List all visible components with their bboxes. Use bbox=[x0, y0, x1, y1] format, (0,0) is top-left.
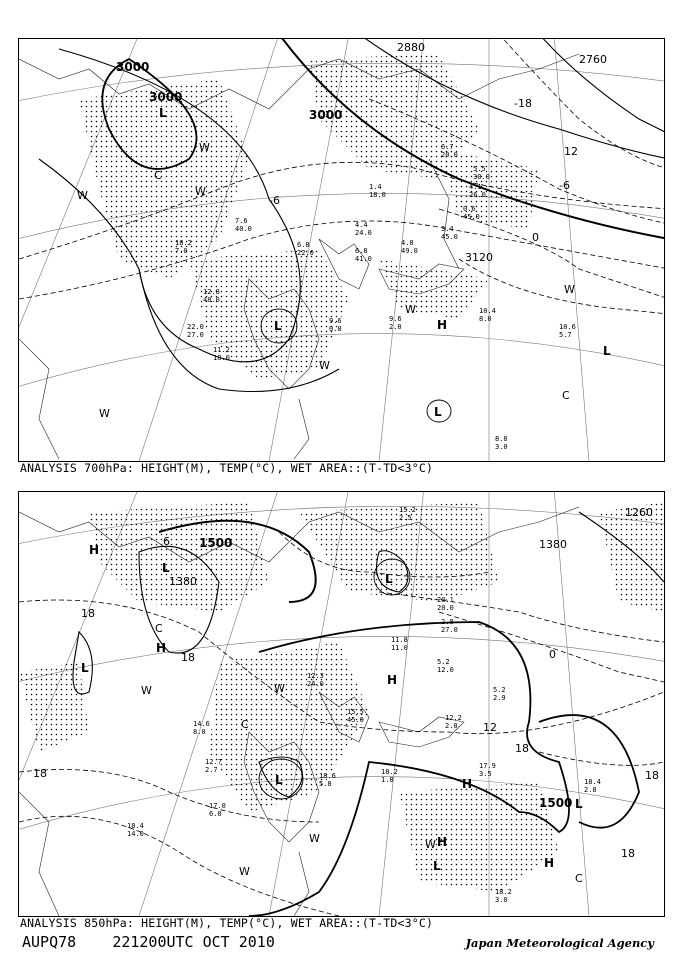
high-center: H bbox=[462, 777, 473, 791]
height-label: 2760 bbox=[579, 53, 607, 66]
svg-text:11.2: 11.2 bbox=[213, 346, 230, 354]
svg-text:2.7: 2.7 bbox=[205, 766, 218, 774]
station-report bbox=[213, 346, 230, 362]
height-label: 1380 bbox=[169, 575, 197, 588]
svg-text:18.4: 18.4 bbox=[127, 822, 144, 830]
height-label: 1500 bbox=[199, 536, 233, 550]
station-report bbox=[297, 241, 314, 257]
svg-text:2.5: 2.5 bbox=[399, 514, 412, 522]
svg-text:5.7: 5.7 bbox=[559, 331, 572, 339]
svg-text:12.0: 12.0 bbox=[437, 666, 454, 674]
station-report bbox=[559, 323, 576, 339]
low-center: L bbox=[575, 797, 583, 811]
high-center: H bbox=[89, 543, 100, 557]
station-report bbox=[389, 315, 402, 331]
svg-text:10.6: 10.6 bbox=[559, 323, 576, 331]
agency-name: Japan Meteorological Agency bbox=[465, 936, 654, 950]
low-center: L bbox=[275, 773, 283, 787]
temp-label: 18 bbox=[515, 742, 529, 755]
svg-text:18.0: 18.0 bbox=[369, 191, 386, 199]
warm-center: W bbox=[405, 303, 416, 316]
temp-label: 6 bbox=[163, 535, 170, 548]
cold-center: C bbox=[562, 389, 570, 402]
temp-label: -6 bbox=[269, 194, 280, 207]
high-center: H bbox=[387, 673, 398, 687]
svg-text:6.8: 6.8 bbox=[355, 247, 368, 255]
svg-text:2.8: 2.8 bbox=[441, 618, 454, 626]
warm-center: W bbox=[77, 189, 88, 202]
station-report bbox=[401, 239, 418, 255]
svg-text:24.0: 24.0 bbox=[355, 229, 372, 237]
svg-text:4.1: 4.1 bbox=[469, 183, 482, 191]
temp-label: -18 bbox=[514, 97, 532, 110]
height-label: 1260 bbox=[625, 506, 653, 519]
svg-text:45.0: 45.0 bbox=[347, 716, 364, 724]
svg-text:6.0: 6.0 bbox=[209, 810, 222, 818]
height-label: 3000 bbox=[149, 90, 183, 104]
temp-label: 0 bbox=[549, 648, 556, 661]
svg-text:5.2: 5.2 bbox=[493, 686, 506, 694]
svg-text:1.4: 1.4 bbox=[369, 183, 382, 191]
svg-text:8.0: 8.0 bbox=[193, 728, 206, 736]
svg-text:6.8: 6.8 bbox=[297, 241, 310, 249]
svg-text:9.6: 9.6 bbox=[389, 315, 402, 323]
warm-center: W bbox=[239, 865, 250, 878]
svg-text:40.0: 40.0 bbox=[235, 225, 252, 233]
high-center: H bbox=[544, 856, 555, 870]
svg-text:18.6: 18.6 bbox=[319, 772, 336, 780]
low-center: L bbox=[603, 344, 611, 358]
height-label: 1380 bbox=[539, 538, 567, 551]
station-report bbox=[381, 768, 398, 784]
chart-code: AUPQ78 bbox=[22, 933, 77, 951]
station-report bbox=[369, 183, 386, 199]
temp-label: 18 bbox=[645, 769, 659, 782]
svg-text:3.5: 3.5 bbox=[479, 770, 492, 778]
svg-text:27.0: 27.0 bbox=[187, 331, 204, 339]
station-report bbox=[391, 636, 408, 652]
height-label: 3000 bbox=[116, 60, 150, 74]
station-report bbox=[319, 772, 336, 788]
station-report bbox=[355, 247, 372, 263]
station-report bbox=[445, 714, 462, 730]
station-report bbox=[495, 888, 512, 904]
svg-text:20.0: 20.0 bbox=[441, 151, 458, 159]
cold-center: C bbox=[155, 622, 163, 635]
low-center: L bbox=[162, 561, 170, 575]
warm-center: W bbox=[564, 283, 575, 296]
svg-text:8.0: 8.0 bbox=[479, 315, 492, 323]
svg-text:17.9: 17.9 bbox=[479, 762, 496, 770]
cold-center: C bbox=[154, 169, 162, 182]
height-label: 1500 bbox=[539, 796, 573, 810]
svg-text:18.2: 18.2 bbox=[495, 888, 512, 896]
warm-center: W bbox=[99, 407, 110, 420]
svg-text:0.6: 0.6 bbox=[463, 205, 476, 213]
svg-text:14.6: 14.6 bbox=[193, 720, 210, 728]
svg-text:8.8: 8.8 bbox=[495, 435, 508, 443]
warm-center: W bbox=[199, 141, 210, 154]
station-report bbox=[347, 708, 364, 724]
temp-label: 18 bbox=[181, 651, 195, 664]
warm-center: W bbox=[425, 838, 436, 851]
svg-text:18.2: 18.2 bbox=[381, 768, 398, 776]
svg-text:15.2: 15.2 bbox=[399, 506, 416, 514]
station-report bbox=[437, 658, 454, 674]
svg-text:5.5: 5.5 bbox=[473, 165, 486, 173]
station-report bbox=[495, 435, 508, 451]
svg-text:12.7: 12.7 bbox=[205, 758, 222, 766]
svg-text:18.0: 18.0 bbox=[213, 354, 230, 362]
station-report bbox=[127, 822, 144, 838]
svg-text:3.0: 3.0 bbox=[495, 896, 508, 904]
svg-text:2.9: 2.9 bbox=[493, 694, 506, 702]
low-center: L bbox=[274, 319, 282, 333]
map-700hpa-caption: ANALYSIS 700hPa: HEIGHT(M), TEMP(°C), WET AREA::(T-TD<3°C) bbox=[20, 461, 434, 475]
svg-text:22.0: 22.0 bbox=[297, 249, 314, 257]
station-report bbox=[187, 323, 204, 339]
svg-text:0.8: 0.8 bbox=[329, 325, 342, 333]
svg-text:30.0: 30.0 bbox=[473, 173, 490, 181]
warm-center: W bbox=[319, 359, 330, 372]
svg-text:11.0: 11.0 bbox=[391, 644, 408, 652]
low-center: L bbox=[81, 661, 89, 675]
warm-center: W bbox=[274, 682, 285, 695]
map-850hpa-svg bbox=[19, 492, 664, 916]
svg-text:7.0: 7.0 bbox=[175, 247, 188, 255]
svg-text:26.0: 26.0 bbox=[469, 191, 486, 199]
temp-label: 12 bbox=[564, 145, 578, 158]
map-850hpa bbox=[18, 491, 665, 917]
chart-id-line bbox=[22, 933, 275, 951]
station-report bbox=[441, 618, 458, 634]
station-report bbox=[493, 686, 506, 702]
svg-text:45.0: 45.0 bbox=[463, 213, 480, 221]
svg-text:6.7: 6.7 bbox=[441, 143, 454, 151]
temp-label: 18 bbox=[81, 607, 95, 620]
svg-text:11.8: 11.8 bbox=[391, 636, 408, 644]
svg-text:22.0: 22.0 bbox=[187, 323, 204, 331]
svg-text:2.0: 2.0 bbox=[445, 722, 458, 730]
svg-text:15.5: 15.5 bbox=[347, 708, 364, 716]
warm-center: W bbox=[141, 684, 152, 697]
map-700hpa-svg bbox=[19, 39, 664, 461]
svg-text:3.0: 3.0 bbox=[495, 443, 508, 451]
height-label: 2880 bbox=[397, 41, 425, 54]
svg-text:5.2: 5.2 bbox=[437, 658, 450, 666]
height-label: 3120 bbox=[465, 251, 493, 264]
station-report bbox=[584, 778, 601, 794]
station-report bbox=[307, 672, 324, 688]
height-label: 3000 bbox=[309, 108, 343, 122]
svg-text:41.0: 41.0 bbox=[355, 255, 372, 263]
chart-datetime: 221200UTC OCT 2010 bbox=[112, 933, 275, 951]
station-report bbox=[479, 762, 496, 778]
svg-text:24.0: 24.0 bbox=[307, 680, 324, 688]
cold-center: C bbox=[575, 872, 583, 885]
svg-text:5.8: 5.8 bbox=[319, 780, 332, 788]
station-report bbox=[355, 221, 372, 237]
temp-label: 12 bbox=[483, 721, 497, 734]
svg-text:1.8: 1.8 bbox=[381, 776, 394, 784]
temp-label: 0 bbox=[532, 231, 539, 244]
high-center: H bbox=[437, 835, 448, 849]
svg-text:9.6: 9.6 bbox=[329, 317, 342, 325]
svg-text:12.8: 12.8 bbox=[203, 288, 220, 296]
svg-text:20.1: 20.1 bbox=[437, 596, 454, 604]
station-report bbox=[441, 225, 458, 241]
svg-text:17.0: 17.0 bbox=[209, 802, 226, 810]
temp-label: -6 bbox=[559, 179, 570, 192]
wet-areas bbox=[19, 502, 664, 892]
map-700hpa bbox=[18, 38, 665, 462]
high-center: H bbox=[437, 318, 448, 332]
svg-text:14.0: 14.0 bbox=[127, 830, 144, 838]
svg-text:2.8: 2.8 bbox=[584, 786, 597, 794]
svg-text:27.0: 27.0 bbox=[441, 626, 458, 634]
svg-text:7.6: 7.6 bbox=[235, 217, 248, 225]
station-report bbox=[329, 317, 342, 333]
svg-text:4.8: 4.8 bbox=[401, 239, 414, 247]
svg-text:2.0: 2.0 bbox=[389, 323, 402, 331]
cold-center: C bbox=[241, 718, 249, 731]
low-center: L bbox=[434, 405, 442, 419]
low-center: L bbox=[159, 106, 167, 120]
warm-center: W bbox=[309, 832, 320, 845]
low-center: L bbox=[385, 572, 393, 586]
high-center: H bbox=[156, 641, 167, 655]
svg-text:20.0: 20.0 bbox=[437, 604, 454, 612]
station-report bbox=[479, 307, 496, 323]
map-850hpa-caption: ANALYSIS 850hPa: HEIGHT(M), TEMP(°C), WET AREA::(T-TD<3°C) bbox=[20, 916, 434, 930]
temp-label: 18 bbox=[33, 767, 47, 780]
station-report bbox=[437, 596, 454, 612]
svg-text:12.3: 12.3 bbox=[307, 672, 324, 680]
svg-text:18.4: 18.4 bbox=[584, 778, 601, 786]
svg-text:48.0: 48.0 bbox=[203, 296, 220, 304]
low-center: L bbox=[433, 859, 441, 873]
station-report bbox=[235, 217, 252, 233]
station-report bbox=[203, 288, 220, 304]
station-report bbox=[193, 720, 210, 736]
svg-text:10.2: 10.2 bbox=[175, 239, 192, 247]
svg-text:10.4: 10.4 bbox=[479, 307, 496, 315]
svg-text:49.0: 49.0 bbox=[401, 247, 418, 255]
svg-text:45.0: 45.0 bbox=[441, 233, 458, 241]
temp-label: 18 bbox=[621, 847, 635, 860]
svg-text:4.4: 4.4 bbox=[355, 221, 368, 229]
warm-center: W bbox=[195, 185, 206, 198]
svg-text:12.2: 12.2 bbox=[445, 714, 462, 722]
svg-text:3.4: 3.4 bbox=[441, 225, 454, 233]
